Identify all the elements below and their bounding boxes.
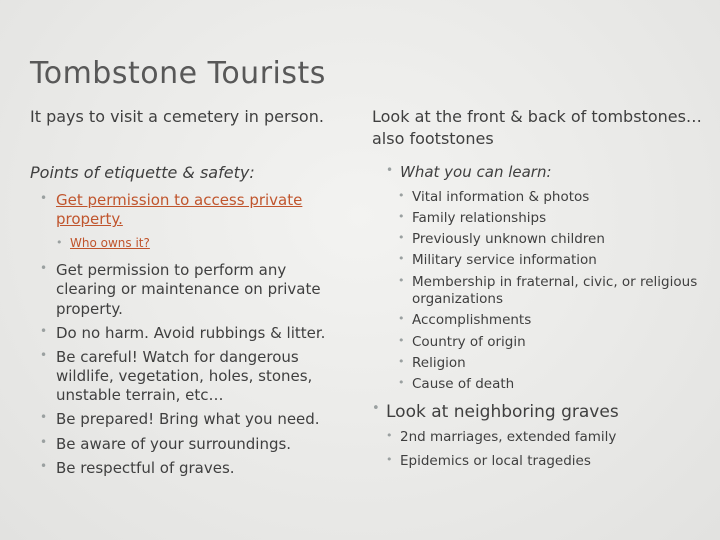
list-item: • Do no harm. Avoid rubbings & litter. bbox=[30, 324, 350, 343]
list-item: • Cause of death bbox=[372, 376, 702, 393]
etiquette-list bbox=[30, 191, 350, 478]
who-owns-link[interactable]: Who owns it? bbox=[70, 235, 150, 250]
list-item: • Be aware of your surroundings. bbox=[30, 435, 350, 454]
list-item: • Accomplishments bbox=[372, 312, 702, 329]
list-item: • Be careful! Watch for dangerous wildlife, vegetation, holes, stones, unstable terrain, etc… bbox=[30, 348, 350, 406]
neighboring-graves-item: • Look at neighboring graves bbox=[372, 401, 702, 423]
permission-link[interactable]: Get permission to access private property. bbox=[56, 191, 303, 229]
list-item[interactable] bbox=[30, 236, 350, 252]
slide-title: Tombstone Tourists bbox=[30, 56, 326, 91]
learn-list bbox=[372, 163, 702, 470]
list-item: • Be respectful of graves. bbox=[30, 459, 350, 478]
list-item: • Country of origin bbox=[372, 334, 702, 351]
list-item: • Religion bbox=[372, 355, 702, 372]
list-item: • Vital information & photos bbox=[372, 189, 702, 206]
left-column bbox=[30, 106, 350, 483]
what-you-can-learn-label: • What you can learn: bbox=[372, 163, 702, 183]
list-item: • Get permission to perform any clearing or maintenance on private property. bbox=[30, 261, 350, 319]
list-item: • Epidemics or local tragedies bbox=[372, 453, 702, 471]
list-item: • Family relationships bbox=[372, 210, 702, 227]
list-item: • Previously unknown children bbox=[372, 231, 702, 248]
tombstones-heading: Look at the front & back of tombstones…also footstones bbox=[372, 107, 702, 148]
list-item: • 2nd marriages, extended family bbox=[372, 429, 702, 447]
list-item: • Be prepared! Bring what you need. bbox=[30, 410, 350, 429]
etiquette-heading: Points of etiquette & safety: bbox=[30, 162, 255, 182]
intro-text: It pays to visit a cemetery in person. bbox=[30, 107, 324, 126]
right-column bbox=[372, 106, 702, 477]
list-item[interactable] bbox=[30, 191, 350, 229]
list-item: • Military service information bbox=[372, 252, 702, 269]
list-item: • Membership in fraternal, civic, or religious organizations bbox=[372, 274, 702, 309]
